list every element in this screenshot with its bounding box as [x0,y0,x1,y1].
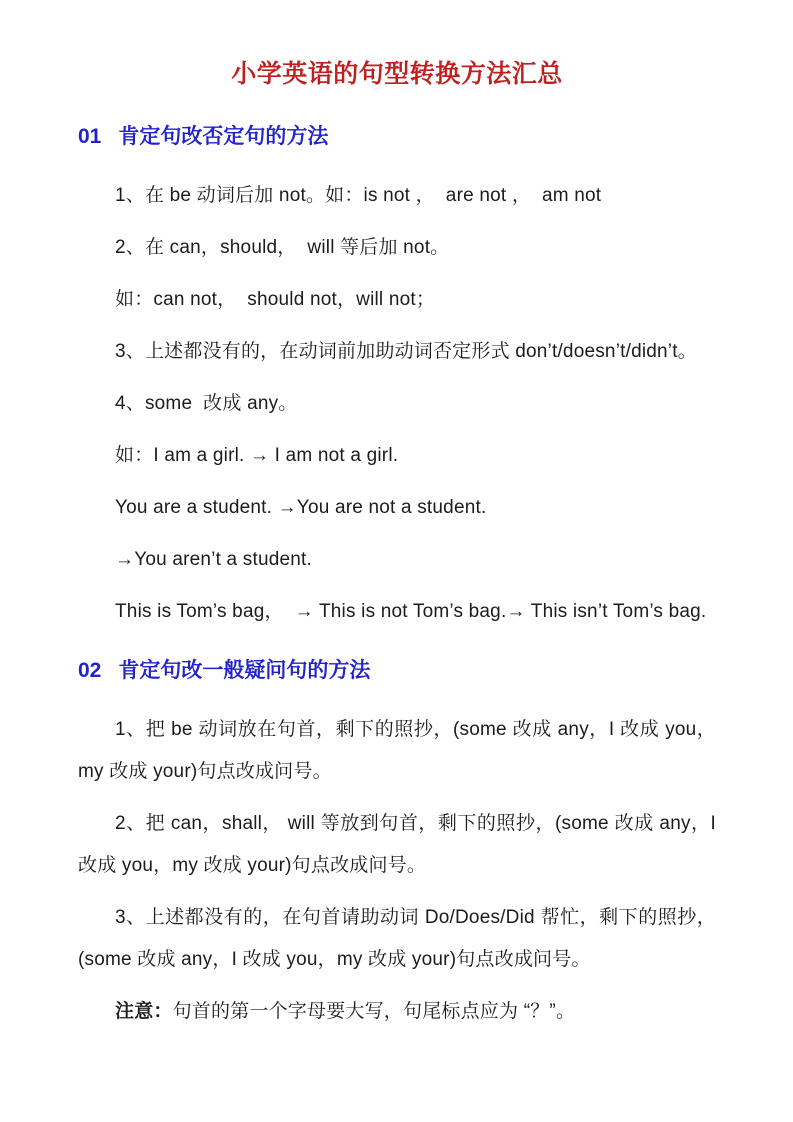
section-paragraphs [78,175,716,633]
paragraph: 4、some 改成 any。 [115,393,298,414]
paragraph: 1、在 be 动词后加 not。如：is not ， are not ， am not [115,185,602,206]
section-title: 肯定句改一般疑问句的方法 [118,659,371,682]
paragraph: 如：I am a girl. → I am not a girl. [115,445,399,466]
paragraph: 3、上述都没有的，在动词前加助动词否定形式 don’t/doesn’t/didn’t。 [115,341,697,362]
section-paragraphs [78,709,716,1033]
paragraph: 注意：句首的第一个字母要大写，句尾标点应为 “？”。 [115,1001,576,1022]
section-title: 肯定句改否定句的方法 [118,125,329,148]
paragraph: This is Tom’s bag， → This is not Tom’s bag.→ This isn’t Tom’s bag. [115,601,707,622]
section-number: 01 [78,125,102,148]
paragraph: 如：can not， should not，will not； [115,289,436,310]
paragraph: 3、上述都没有的，在句首请助动词 Do/Does/Did 帮忙，剩下的照抄，(some 改成 any，I 改成 you，my 改成 your)句点改成问号。 [78,907,716,970]
section-number: 02 [78,659,102,682]
section-02 [78,657,716,1033]
paragraph: 2、把 can，shall， will 等放到句首，剩下的照抄，(some 改成 any，I 改成 you，my 改成 your)句点改成问号。 [78,813,716,876]
paragraph: 2、在 can，should， will 等后加 not。 [115,237,450,258]
paragraph: →You aren’t a student. [115,549,312,570]
section-heading [78,657,716,684]
section-01 [78,123,716,633]
section-heading [78,123,716,150]
paragraph: You are a student. →You are not a student. [115,497,487,518]
doc-title: 小学英语的句型转换方法汇总 [231,60,563,88]
paragraph: 1、把 be 动词放在句首，剩下的照抄，(some 改成 any，I 改成 you，my 改成 your)句点改成问号。 [78,719,716,782]
note-label: 注意： [115,1001,173,1022]
sections [78,123,716,1033]
